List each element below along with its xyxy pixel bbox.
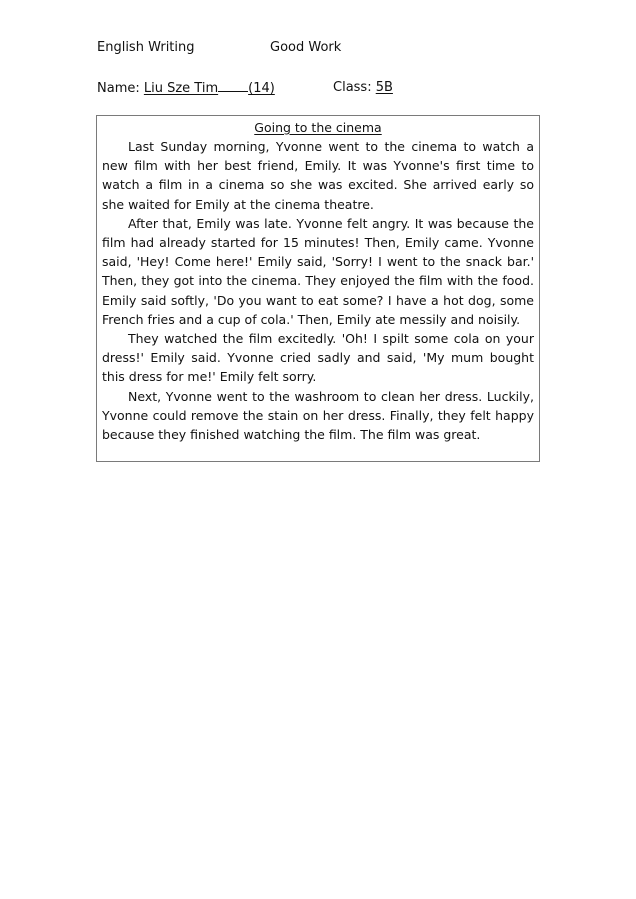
class-value: 5B — [375, 80, 393, 95]
student-number: (14) — [248, 81, 275, 96]
class-label: Class: — [333, 80, 376, 95]
subject-heading: English Writing — [97, 40, 195, 55]
name-label: Name: — [97, 81, 144, 96]
student-name: Liu Sze Tim — [143, 81, 219, 96]
essay-paragraph-1: Last Sunday morning, Yvonne went to the cinema to watch a new film with her best friend, Emily. It was Yvonne's first time to watch a film in a cinema so she was excited. She arrived early so she waited for Emily at the cinema theatre. — [102, 139, 534, 212]
essay-paragraph-4: Next, Yvonne went to the washroom to clean her dress. Luckily, Yvonne could remove the stain on her dress. Finally, they felt happy because they finished watching the film. The film was great. — [102, 388, 534, 443]
essay-paragraph-2: After that, Emily was late. Yvonne felt angry. It was because the film had already started for 15 minutes! Then, Emily came. Yvonne said, 'Hey! Come here!' Emily said, 'Sorry! I went to the snack bar.' Then, they got into the cinema. They enjoyed the film with the food. Emily said softly, 'Do you want to eat some? I have a hot dog, some French fries and a cup of cola.' Then, Emily ate messily and noisily. — [102, 215, 534, 327]
name-underline-gap — [218, 80, 248, 92]
essay-title: Going to the cinema — [254, 120, 382, 135]
essay-paragraph-3: They watched the film excitedly. 'Oh! I spilt some cola on your dress!' Emily said. Yvonne cried sadly and said, 'My mum bought this dress for me!' Emily felt sorry. — [102, 331, 534, 385]
good-work-label: Good Work — [270, 40, 342, 55]
class-line — [333, 80, 393, 96]
essay-box — [96, 115, 540, 462]
name-line — [97, 80, 275, 97]
